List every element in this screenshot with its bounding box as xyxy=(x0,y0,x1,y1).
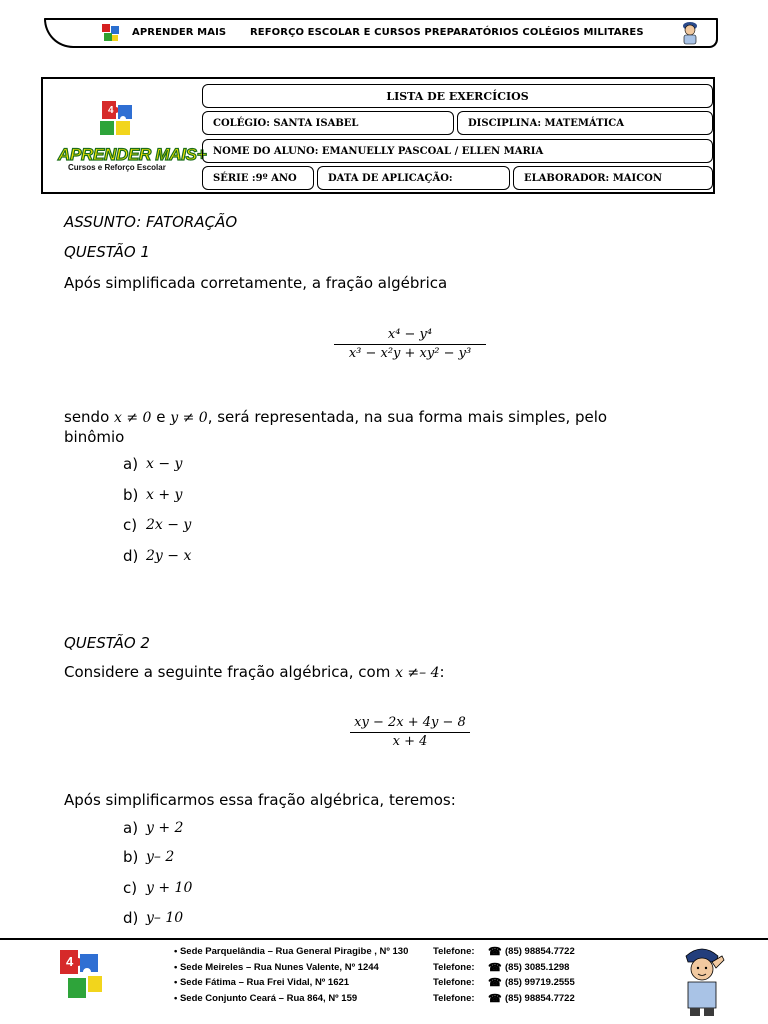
q1-cond-post: , será representada, na sua forma mais simples, pelo xyxy=(207,408,608,426)
q2-after: Após simplificarmos essa fração algébrica, teremos: xyxy=(64,791,456,809)
q2-numerator: xy − 2x + 4y − 8 xyxy=(354,715,466,730)
svg-text:4: 4 xyxy=(66,954,74,969)
q2-intro-math: x ≠– 4 xyxy=(395,665,440,681)
q1-cond-y: y ≠ 0 xyxy=(170,410,208,426)
list-title: LISTA DE EXERCÍCIOS xyxy=(202,84,713,108)
puzzle-logo-icon xyxy=(96,97,140,143)
q1-denominator: x³ − x²y + xy² − y³ xyxy=(348,346,472,361)
q2-option-c: y + 10 xyxy=(146,880,193,896)
q1-option-b: x + y xyxy=(146,487,183,503)
q1-title: QUESTÃO 1 xyxy=(64,243,150,261)
q1-cond-pre: sendo xyxy=(64,408,115,426)
footer-address-3: • Sede Fátima – Rua Frei Vidal, Nº 1621 xyxy=(174,977,350,988)
banner-tagline: REFORÇO ESCOLAR E CURSOS PREPARATÓRIOS COLÉGIOS MILITARES xyxy=(250,27,644,38)
footer-phone-1: (85) 98854.7722 xyxy=(505,946,575,957)
q1-option-c-label: c) xyxy=(123,516,138,534)
q1-condition xyxy=(64,408,607,427)
banner-logo-icon xyxy=(100,22,122,44)
footer-phone-4: (85) 98854.7722 xyxy=(505,993,575,1004)
q2-option-b-label: b) xyxy=(123,848,139,866)
q2-intro xyxy=(64,663,445,682)
footer-phone-label-1: Telefone: xyxy=(433,946,475,957)
colegio-field: COLÉGIO: SANTA ISABEL xyxy=(202,111,454,135)
q2-option-d: y– 10 xyxy=(146,910,184,926)
q1-option-c: 2x − y xyxy=(146,517,192,533)
assunto-heading: ASSUNTO: FATORAÇÃO xyxy=(64,213,238,231)
q2-option-d-label: d) xyxy=(123,909,139,927)
q1-option-a: x − y xyxy=(146,456,183,472)
svg-text:4: 4 xyxy=(108,105,114,116)
data-aplicacao-field: DATA DE APLICAÇÃO: xyxy=(317,166,510,190)
phone-icon: ☎ xyxy=(488,977,502,989)
disciplina-field: DISCIPLINA: MATEMÁTICA xyxy=(457,111,713,135)
q1-option-d: 2y − x xyxy=(146,548,192,564)
footer-phone-label-4: Telefone: xyxy=(433,993,475,1004)
q2-fraction xyxy=(350,714,470,751)
q2-option-a-label: a) xyxy=(123,819,139,837)
q2-title: QUESTÃO 2 xyxy=(64,634,150,652)
footer-address-2: • Sede Meireles – Rua Nunes Valente, Nº 1244 xyxy=(174,962,379,973)
footer-mascot-icon xyxy=(676,942,728,1018)
q1-cond-e: e xyxy=(151,408,171,426)
student-name-field: NOME DO ALUNO: EMANUELLY PASCOAL / ELLEN MARIA xyxy=(202,139,713,163)
q2-option-b: y– 2 xyxy=(146,849,175,865)
q1-option-b-label: b) xyxy=(123,486,139,504)
q1-fraction xyxy=(334,326,486,363)
footer-phone-3: (85) 99719.2555 xyxy=(505,977,575,988)
elaborador-field: ELABORADOR: MAICON xyxy=(513,166,713,190)
phone-icon: ☎ xyxy=(488,962,502,974)
footer-phone-label-2: Telefone: xyxy=(433,962,475,973)
q1-condition-line2: binômio xyxy=(64,428,125,446)
q1-intro: Após simplificada corretamente, a fração algébrica xyxy=(64,274,448,292)
serie-field: SÉRIE :9º ANO xyxy=(202,166,314,190)
footer-phone-2: (85) 3085.1298 xyxy=(505,962,570,973)
q2-option-c-label: c) xyxy=(123,879,138,897)
footer-phone-label-3: Telefone: xyxy=(433,977,475,988)
q1-numerator: x⁴ − y⁴ xyxy=(387,327,433,342)
q1-option-d-label: d) xyxy=(123,547,139,565)
q2-denominator: x + 4 xyxy=(392,734,428,749)
footer-address-4: • Sede Conjunto Ceará – Rua 864, Nº 159 xyxy=(174,993,358,1004)
footer-address-1: • Sede Parquelândia – Rua General Piragibe , Nº 130 xyxy=(174,946,409,957)
logo-wordmark: APRENDER MAIS+ xyxy=(58,145,207,164)
q1-option-a-label: a) xyxy=(123,455,139,473)
q2-intro-text: Considere a seguinte fração algébrica, com xyxy=(64,663,396,681)
phone-icon: ☎ xyxy=(488,946,502,958)
footer-divider xyxy=(0,938,768,940)
q2-option-a: y + 2 xyxy=(146,820,184,836)
banner-brand: APRENDER MAIS xyxy=(132,27,227,38)
q1-cond-x: x ≠ 0 xyxy=(114,410,152,426)
banner-mascot-icon xyxy=(680,20,700,46)
footer-puzzle-logo-icon xyxy=(52,946,108,1006)
q2-intro-end: : xyxy=(439,663,445,681)
phone-icon: ☎ xyxy=(488,993,502,1005)
logo-subtitle: Cursos e Reforço Escolar xyxy=(68,163,166,172)
